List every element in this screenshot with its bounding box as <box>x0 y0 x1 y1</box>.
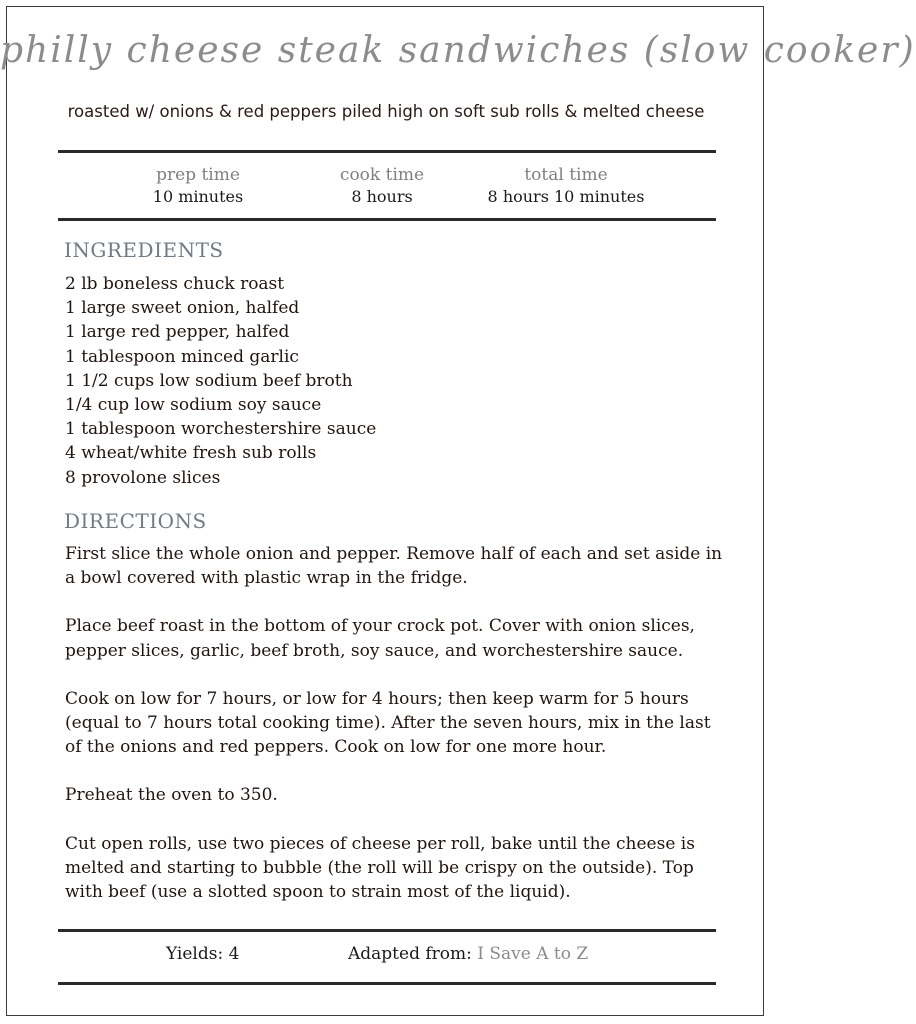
ingredient-item: 8 provolone slices <box>65 467 221 488</box>
total-time-value: 8 hours 10 minutes <box>487 187 645 206</box>
cook-time <box>312 164 452 208</box>
recipe-footer <box>0 944 772 970</box>
cook-time-value: 8 hours <box>351 187 413 206</box>
ingredient-item: 2 lb boneless chuck roast <box>65 274 285 294</box>
direction-step: Cook on low for 7 hours, or low for 4 hours; then keep warm for 5 hours (equal to 7 hours total cooking time). After the seven hours, mix in the last of the onions and red peppers. Cook on low for one more hour. <box>65 688 711 758</box>
ingredient-item: 1 large sweet onion, halfed <box>65 298 300 319</box>
divider-footer-top <box>58 929 716 932</box>
ingredients-list <box>65 272 376 490</box>
prep-time <box>128 164 268 208</box>
direction-step: Place beef roast in the bottom of your crock pot. Cover with onion slices, pepper slices, garlic, beef broth, soy sauce, and worchestershire sauce. <box>65 616 695 661</box>
prep-time-value: 10 minutes <box>152 187 244 206</box>
ingredient-item: 4 wheat/white fresh sub rolls <box>65 443 317 464</box>
ingredient-item: 1/4 cup low sodium soy sauce <box>65 395 322 416</box>
ingredient-item: 1 1/2 cups low sodium beef broth <box>65 370 353 391</box>
directions-heading: DIRECTIONS <box>64 509 207 533</box>
ingredients-heading: INGREDIENTS <box>64 238 224 262</box>
divider-top <box>58 150 716 153</box>
recipe-title: philly cheese steak sandwiches (slow cooker) <box>0 30 916 71</box>
adapted-source: I Save A to Z <box>477 944 589 964</box>
ingredient-item: 1 large red pepper, halfed <box>65 322 290 343</box>
direction-step: Cut open rolls, use two pieces of cheese per roll, bake until the cheese is melted and starting to bubble (the roll will be crispy on the outside). Top with beef (use a slotted spoon to strain most of the liquid). <box>65 833 695 903</box>
direction-step: Preheat the oven to 350. <box>65 785 278 806</box>
adapted-from <box>348 944 588 964</box>
time-row <box>0 164 772 214</box>
divider-times <box>58 218 716 221</box>
recipe-subtitle: roasted w/ onions & red peppers piled high on soft sub rolls & melted cheese <box>67 102 705 121</box>
directions-list <box>65 542 725 928</box>
adapted-label: Adapted from: <box>348 944 472 964</box>
cook-time-label: cook time <box>339 165 425 185</box>
total-time <box>466 164 666 208</box>
ingredient-item: 1 tablespoon worchestershire sauce <box>65 419 377 440</box>
yields: Yields: 4 <box>166 944 240 964</box>
direction-step: First slice the whole onion and pepper. Remove half of each and set aside in a bowl covered with plastic wrap in the fridge. <box>65 544 723 589</box>
ingredient-item: 1 tablespoon minced garlic <box>65 346 299 367</box>
total-time-label: total time <box>524 165 608 185</box>
prep-time-label: prep time <box>156 165 240 185</box>
divider-footer-bottom <box>58 982 716 985</box>
